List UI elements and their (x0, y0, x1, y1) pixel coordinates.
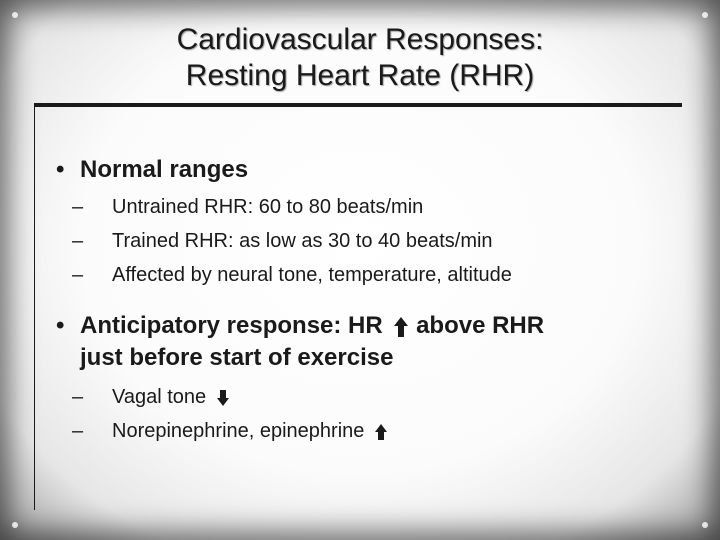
slide-title-line-1: Cardiovascular Responses: (176, 23, 544, 56)
bullet-text (80, 310, 670, 342)
down-arrow-icon (216, 389, 230, 407)
sub-marker: – (72, 386, 84, 408)
sub-text-wrap (112, 418, 672, 444)
slide-title-line-2: Resting Heart Rate (RHR) (185, 59, 535, 92)
bullet-text-part-2: above RHR (416, 312, 545, 339)
sub-text: Norepinephrine, epinephrine (112, 420, 365, 442)
sub-text: Untrained RHR: 60 to 80 beats/min (112, 196, 424, 218)
sub-text: Vagal tone (112, 386, 207, 408)
up-arrow-icon (393, 316, 409, 338)
bullet-text: Normal ranges (80, 156, 249, 183)
sub-marker: – (72, 196, 84, 218)
sub-marker: – (72, 420, 84, 442)
up-arrow-icon (374, 423, 388, 441)
sub-marker: – (72, 264, 84, 286)
bullet-text-part-1: Anticipatory response: HR (80, 312, 383, 339)
sub-text: Trained RHR: as low as 30 to 40 beats/min (112, 230, 493, 252)
bullet-marker: • (56, 156, 65, 183)
sub-text-wrap (112, 384, 672, 410)
sub-text: Affected by neural tone, temperature, altitude (112, 264, 512, 286)
bullet-marker: • (56, 312, 65, 339)
sub-marker: – (72, 230, 84, 252)
bullet-text-line-2: just before start of exercise (80, 344, 394, 371)
